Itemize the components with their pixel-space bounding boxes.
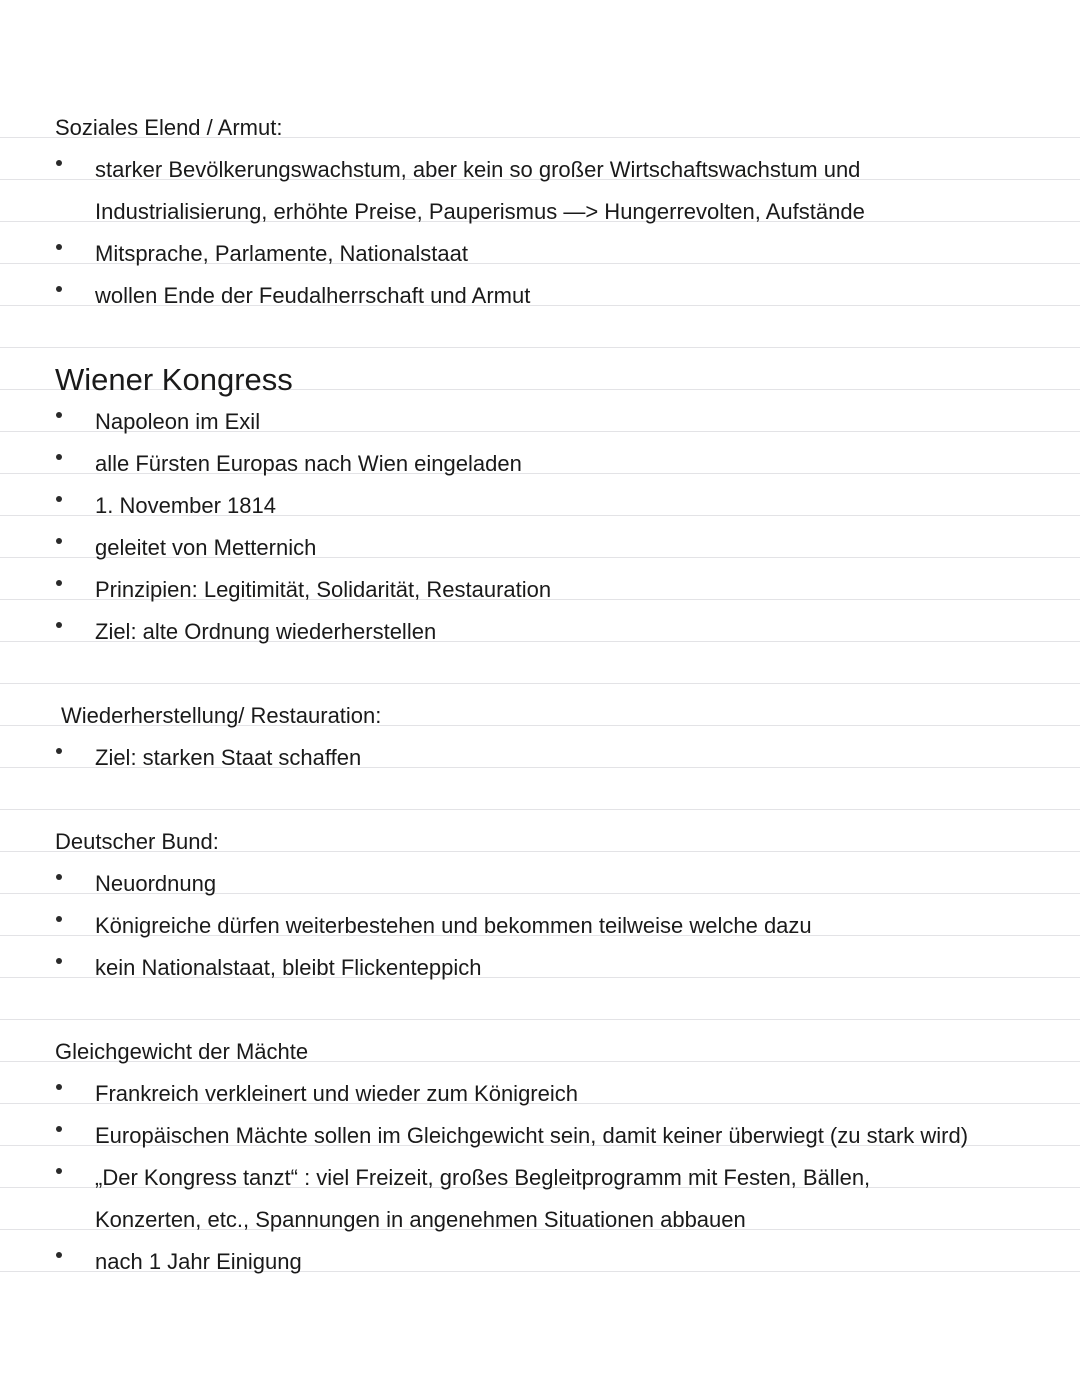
- bullet-icon: [56, 244, 62, 250]
- list-item-text: Neuordnung: [95, 871, 217, 896]
- list-item: [0, 1235, 1080, 1277]
- heading-deutscher-bund: Deutscher Bund:: [55, 829, 219, 854]
- list-item: [0, 437, 1080, 479]
- list-item: [0, 731, 1080, 773]
- list-item: [0, 605, 1080, 647]
- list-item-text: Mitsprache, Parlamente, Nationalstaat: [95, 241, 468, 266]
- list-item-text: „Der Kongress tanzt“ : viel Freizeit, großes Begleitprogramm mit Festen, Bällen,: [95, 1165, 871, 1190]
- list-item-text: alle Fürsten Europas nach Wien eingeladen: [95, 451, 522, 476]
- list-item: [0, 479, 1080, 521]
- bullet-icon: [56, 874, 62, 880]
- bullet-icon: [56, 1126, 62, 1132]
- section-restauration: [0, 689, 1080, 731]
- bullet-icon: [56, 1252, 62, 1258]
- bullet-icon: [56, 286, 62, 292]
- list-item-text: Ziel: alte Ordnung wiederherstellen: [95, 619, 437, 644]
- bullet-icon: [56, 160, 62, 166]
- heading-wiederherstellung: Wiederherstellung/ Restauration:: [61, 703, 382, 728]
- rule-line: [0, 347, 1080, 348]
- list-item-text: Napoleon im Exil: [95, 409, 261, 434]
- section-deutscher-bund: [0, 815, 1080, 857]
- list-item-text: kein Nationalstaat, bleibt Flickenteppich: [95, 955, 482, 980]
- bullet-icon: [56, 538, 62, 544]
- rule-line: [0, 683, 1080, 684]
- list-item-text: Industrialisierung, erhöhte Preise, Pauperismus —> Hungerrevolten, Aufstände: [95, 199, 865, 224]
- bullet-icon: [56, 412, 62, 418]
- list-item-text: Königreiche dürfen weiterbestehen und bekommen teilweise welche dazu: [95, 913, 812, 938]
- bullet-icon: [56, 622, 62, 628]
- list-item-text: Prinzipien: Legitimität, Solidarität, Restauration: [95, 577, 552, 602]
- list-item-text: wollen Ende der Feudalherrschaft und Armut: [95, 283, 531, 308]
- bullet-icon: [56, 748, 62, 754]
- list-item: [0, 227, 1080, 269]
- bullet-icon: [56, 958, 62, 964]
- list-item: [0, 395, 1080, 437]
- list-item: [0, 1151, 1080, 1193]
- list-item-text: 1. November 1814: [95, 493, 276, 518]
- bullet-icon: [56, 496, 62, 502]
- list-item-text: nach 1 Jahr Einigung: [95, 1249, 302, 1274]
- list-item: [0, 941, 1080, 983]
- heading-gleichgewicht: Gleichgewicht der Mächte: [55, 1039, 309, 1064]
- bullet-icon: [56, 454, 62, 460]
- section-soziales: [0, 101, 1080, 143]
- section-wiener-kongress: [0, 353, 1080, 395]
- list-item: [0, 269, 1080, 311]
- bullet-icon: [56, 1168, 62, 1174]
- bullet-icon: [56, 580, 62, 586]
- section-gleichgewicht: [0, 1025, 1080, 1067]
- list-item: [0, 899, 1080, 941]
- heading-wiener-kongress: Wiener Kongress: [55, 362, 293, 397]
- list-item: [0, 857, 1080, 899]
- list-item: [0, 143, 1080, 185]
- heading-soziales-elend: Soziales Elend / Armut:: [55, 115, 283, 140]
- bullet-icon: [56, 1084, 62, 1090]
- list-item: [0, 1109, 1080, 1151]
- list-item-text: Ziel: starken Staat schaffen: [95, 745, 362, 770]
- rule-line: [0, 809, 1080, 810]
- rule-line: [0, 1019, 1080, 1020]
- list-item: [0, 521, 1080, 563]
- list-item-text: starker Bevölkerungswachstum, aber kein so großer Wirtschaftswachstum und: [95, 157, 861, 182]
- list-item: [0, 563, 1080, 605]
- list-item: [0, 1067, 1080, 1109]
- list-item-text: geleitet von Metternich: [95, 535, 317, 560]
- bullet-icon: [56, 916, 62, 922]
- list-item-text: Konzerten, etc., Spannungen in angenehmen Situationen abbauen: [95, 1207, 746, 1232]
- list-item-continuation: [0, 1193, 1080, 1235]
- list-item-text: Europäischen Mächte sollen im Gleichgewicht sein, damit keiner überwiegt (zu stark wird): [95, 1123, 969, 1148]
- list-item-continuation: [0, 185, 1080, 227]
- list-item-text: Frankreich verkleinert und wieder zum Königreich: [95, 1081, 578, 1106]
